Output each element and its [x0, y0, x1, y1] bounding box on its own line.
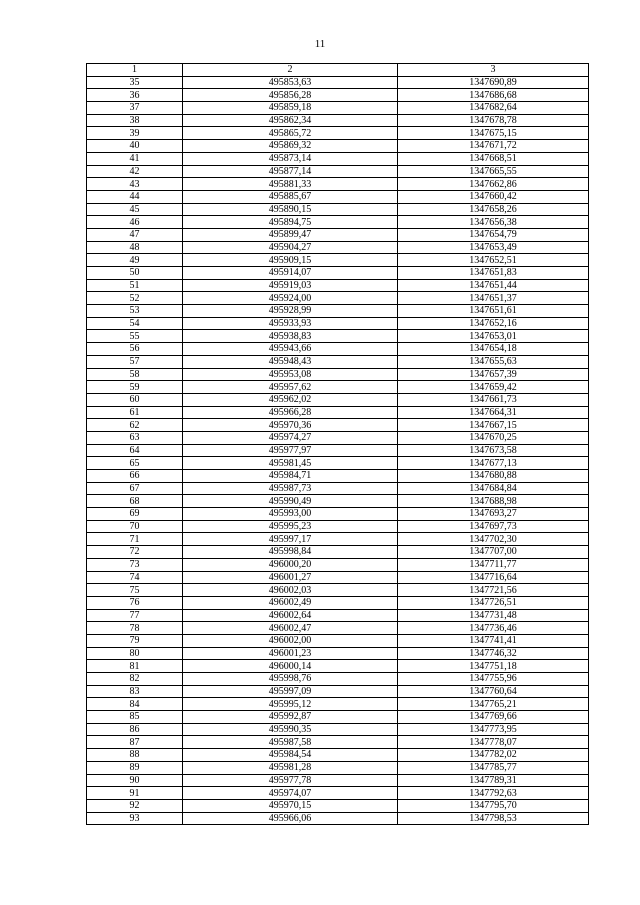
- table-row: [87, 254, 589, 267]
- x-coordinate-cell: 495992,87: [183, 711, 398, 724]
- point-number-cell: 87: [87, 736, 183, 749]
- x-coordinate-cell: 495862,34: [183, 114, 398, 127]
- y-coordinate-cell: 1347686,68: [398, 89, 589, 102]
- x-coordinate-cell: 495970,15: [183, 799, 398, 812]
- table-body: [87, 64, 589, 825]
- x-coordinate-cell: 495909,15: [183, 254, 398, 267]
- x-coordinate-cell: 496001,23: [183, 647, 398, 660]
- x-coordinate-cell: 495856,28: [183, 89, 398, 102]
- point-number-cell: 49: [87, 254, 183, 267]
- table-header-row: [87, 64, 589, 77]
- table-row: [87, 457, 589, 470]
- x-coordinate-cell: 495890,15: [183, 203, 398, 216]
- point-number-cell: 55: [87, 330, 183, 343]
- table-row: [87, 673, 589, 686]
- y-coordinate-cell: 1347736,46: [398, 622, 589, 635]
- table-row: [87, 76, 589, 89]
- y-coordinate-cell: 1347773,95: [398, 723, 589, 736]
- y-coordinate-cell: 1347755,96: [398, 673, 589, 686]
- x-coordinate-cell: 495993,00: [183, 508, 398, 521]
- point-number-cell: 50: [87, 267, 183, 280]
- table-row: [87, 749, 589, 762]
- column-header-3: 3: [398, 64, 589, 77]
- y-coordinate-cell: 1347671,72: [398, 140, 589, 153]
- table-row: [87, 660, 589, 673]
- x-coordinate-cell: 495977,78: [183, 774, 398, 787]
- x-coordinate-cell: 495997,09: [183, 685, 398, 698]
- point-number-cell: 44: [87, 190, 183, 203]
- y-coordinate-cell: 1347751,18: [398, 660, 589, 673]
- point-number-cell: 51: [87, 279, 183, 292]
- table-row: [87, 495, 589, 508]
- x-coordinate-cell: 495873,14: [183, 152, 398, 165]
- y-coordinate-cell: 1347792,63: [398, 787, 589, 800]
- y-coordinate-cell: 1347707,00: [398, 546, 589, 559]
- y-coordinate-cell: 1347675,15: [398, 127, 589, 140]
- point-number-cell: 82: [87, 673, 183, 686]
- x-coordinate-cell: 495914,07: [183, 267, 398, 280]
- table-row: [87, 140, 589, 153]
- x-coordinate-cell: 495998,84: [183, 546, 398, 559]
- point-number-cell: 45: [87, 203, 183, 216]
- table-row: [87, 165, 589, 178]
- table-row: [87, 330, 589, 343]
- table-row: [87, 241, 589, 254]
- point-number-cell: 37: [87, 102, 183, 115]
- table-row: [87, 203, 589, 216]
- y-coordinate-cell: 1347657,39: [398, 368, 589, 381]
- table-row: [87, 723, 589, 736]
- point-number-cell: 39: [87, 127, 183, 140]
- point-number-cell: 74: [87, 571, 183, 584]
- x-coordinate-cell: 496000,20: [183, 558, 398, 571]
- y-coordinate-cell: 1347656,38: [398, 216, 589, 229]
- y-coordinate-cell: 1347693,27: [398, 508, 589, 521]
- table-row: [87, 761, 589, 774]
- x-coordinate-cell: 495919,03: [183, 279, 398, 292]
- point-number-cell: 75: [87, 584, 183, 597]
- coordinates-table: [86, 63, 589, 825]
- table-row: [87, 647, 589, 660]
- y-coordinate-cell: 1347785,77: [398, 761, 589, 774]
- y-coordinate-cell: 1347652,16: [398, 317, 589, 330]
- y-coordinate-cell: 1347789,31: [398, 774, 589, 787]
- x-coordinate-cell: 495984,54: [183, 749, 398, 762]
- table-row: [87, 634, 589, 647]
- x-coordinate-cell: 495924,00: [183, 292, 398, 305]
- table-row: [87, 381, 589, 394]
- table-row: [87, 685, 589, 698]
- x-coordinate-cell: 496002,00: [183, 634, 398, 647]
- table-row: [87, 102, 589, 115]
- point-number-cell: 63: [87, 431, 183, 444]
- x-coordinate-cell: 495987,73: [183, 482, 398, 495]
- x-coordinate-cell: 495990,49: [183, 495, 398, 508]
- x-coordinate-cell: 495869,32: [183, 140, 398, 153]
- y-coordinate-cell: 1347654,79: [398, 228, 589, 241]
- point-number-cell: 80: [87, 647, 183, 660]
- table-row: [87, 482, 589, 495]
- table-row: [87, 736, 589, 749]
- point-number-cell: 68: [87, 495, 183, 508]
- x-coordinate-cell: 496002,64: [183, 609, 398, 622]
- x-coordinate-cell: 495928,99: [183, 305, 398, 318]
- point-number-cell: 65: [87, 457, 183, 470]
- y-coordinate-cell: 1347677,13: [398, 457, 589, 470]
- y-coordinate-cell: 1347711,77: [398, 558, 589, 571]
- y-coordinate-cell: 1347702,30: [398, 533, 589, 546]
- point-number-cell: 70: [87, 520, 183, 533]
- y-coordinate-cell: 1347665,55: [398, 165, 589, 178]
- table-row: [87, 368, 589, 381]
- table-row: [87, 799, 589, 812]
- table-row: [87, 279, 589, 292]
- x-coordinate-cell: 495894,75: [183, 216, 398, 229]
- table-row: [87, 711, 589, 724]
- x-coordinate-cell: 496002,03: [183, 584, 398, 597]
- point-number-cell: 35: [87, 76, 183, 89]
- y-coordinate-cell: 1347798,53: [398, 812, 589, 825]
- y-coordinate-cell: 1347653,01: [398, 330, 589, 343]
- table-row: [87, 89, 589, 102]
- point-number-cell: 92: [87, 799, 183, 812]
- x-coordinate-cell: 495987,58: [183, 736, 398, 749]
- x-coordinate-cell: 495881,33: [183, 178, 398, 191]
- y-coordinate-cell: 1347667,15: [398, 419, 589, 432]
- point-number-cell: 58: [87, 368, 183, 381]
- table-row: [87, 787, 589, 800]
- table-row: [87, 622, 589, 635]
- y-coordinate-cell: 1347670,25: [398, 431, 589, 444]
- point-number-cell: 83: [87, 685, 183, 698]
- point-number-cell: 43: [87, 178, 183, 191]
- table-row: [87, 267, 589, 280]
- y-coordinate-cell: 1347760,64: [398, 685, 589, 698]
- table-row: [87, 546, 589, 559]
- table-row: [87, 520, 589, 533]
- y-coordinate-cell: 1347682,64: [398, 102, 589, 115]
- point-number-cell: 84: [87, 698, 183, 711]
- point-number-cell: 67: [87, 482, 183, 495]
- point-number-cell: 38: [87, 114, 183, 127]
- y-coordinate-cell: 1347690,89: [398, 76, 589, 89]
- table-row: [87, 533, 589, 546]
- y-coordinate-cell: 1347668,51: [398, 152, 589, 165]
- x-coordinate-cell: 496002,49: [183, 596, 398, 609]
- x-coordinate-cell: 495957,62: [183, 381, 398, 394]
- y-coordinate-cell: 1347662,86: [398, 178, 589, 191]
- x-coordinate-cell: 495962,02: [183, 393, 398, 406]
- table-row: [87, 596, 589, 609]
- point-number-cell: 57: [87, 355, 183, 368]
- table-row: [87, 584, 589, 597]
- x-coordinate-cell: 495953,08: [183, 368, 398, 381]
- y-coordinate-cell: 1347678,78: [398, 114, 589, 127]
- point-number-cell: 79: [87, 634, 183, 647]
- x-coordinate-cell: 495977,97: [183, 444, 398, 457]
- x-coordinate-cell: 495885,67: [183, 190, 398, 203]
- point-number-cell: 54: [87, 317, 183, 330]
- column-header-1: 1: [87, 64, 183, 77]
- table-row: [87, 127, 589, 140]
- table-row: [87, 305, 589, 318]
- page-number: 11: [314, 38, 326, 50]
- y-coordinate-cell: 1347746,32: [398, 647, 589, 660]
- x-coordinate-cell: 495948,43: [183, 355, 398, 368]
- y-coordinate-cell: 1347661,73: [398, 393, 589, 406]
- y-coordinate-cell: 1347680,88: [398, 470, 589, 483]
- table-row: [87, 292, 589, 305]
- point-number-cell: 40: [87, 140, 183, 153]
- y-coordinate-cell: 1347716,64: [398, 571, 589, 584]
- x-coordinate-cell: 495984,71: [183, 470, 398, 483]
- point-number-cell: 46: [87, 216, 183, 229]
- point-number-cell: 48: [87, 241, 183, 254]
- y-coordinate-cell: 1347688,98: [398, 495, 589, 508]
- point-number-cell: 41: [87, 152, 183, 165]
- point-number-cell: 56: [87, 343, 183, 356]
- y-coordinate-cell: 1347664,31: [398, 406, 589, 419]
- x-coordinate-cell: 495997,17: [183, 533, 398, 546]
- x-coordinate-cell: 495933,93: [183, 317, 398, 330]
- y-coordinate-cell: 1347726,51: [398, 596, 589, 609]
- point-number-cell: 88: [87, 749, 183, 762]
- table-row: [87, 178, 589, 191]
- x-coordinate-cell: 495995,23: [183, 520, 398, 533]
- y-coordinate-cell: 1347651,83: [398, 267, 589, 280]
- point-number-cell: 53: [87, 305, 183, 318]
- table-row: [87, 343, 589, 356]
- y-coordinate-cell: 1347769,66: [398, 711, 589, 724]
- point-number-cell: 59: [87, 381, 183, 394]
- table-row: [87, 470, 589, 483]
- x-coordinate-cell: 495877,14: [183, 165, 398, 178]
- point-number-cell: 76: [87, 596, 183, 609]
- point-number-cell: 73: [87, 558, 183, 571]
- table-row: [87, 152, 589, 165]
- x-coordinate-cell: 496000,14: [183, 660, 398, 673]
- point-number-cell: 42: [87, 165, 183, 178]
- x-coordinate-cell: 495974,07: [183, 787, 398, 800]
- table-row: [87, 774, 589, 787]
- point-number-cell: 86: [87, 723, 183, 736]
- x-coordinate-cell: 496001,27: [183, 571, 398, 584]
- y-coordinate-cell: 1347721,56: [398, 584, 589, 597]
- table-row: [87, 393, 589, 406]
- table-row: [87, 114, 589, 127]
- y-coordinate-cell: 1347660,42: [398, 190, 589, 203]
- point-number-cell: 64: [87, 444, 183, 457]
- x-coordinate-cell: 495966,28: [183, 406, 398, 419]
- y-coordinate-cell: 1347673,58: [398, 444, 589, 457]
- x-coordinate-cell: 495966,06: [183, 812, 398, 825]
- x-coordinate-cell: 495995,12: [183, 698, 398, 711]
- point-number-cell: 85: [87, 711, 183, 724]
- x-coordinate-cell: 495981,28: [183, 761, 398, 774]
- y-coordinate-cell: 1347652,51: [398, 254, 589, 267]
- table-row: [87, 317, 589, 330]
- table-row: [87, 558, 589, 571]
- y-coordinate-cell: 1347651,44: [398, 279, 589, 292]
- x-coordinate-cell: 495859,18: [183, 102, 398, 115]
- x-coordinate-cell: 495899,47: [183, 228, 398, 241]
- x-coordinate-cell: 495981,45: [183, 457, 398, 470]
- y-coordinate-cell: 1347765,21: [398, 698, 589, 711]
- table-row: [87, 812, 589, 825]
- table-row: [87, 609, 589, 622]
- point-number-cell: 52: [87, 292, 183, 305]
- point-number-cell: 60: [87, 393, 183, 406]
- table-row: [87, 190, 589, 203]
- point-number-cell: 72: [87, 546, 183, 559]
- y-coordinate-cell: 1347795,70: [398, 799, 589, 812]
- table-row: [87, 508, 589, 521]
- y-coordinate-cell: 1347778,07: [398, 736, 589, 749]
- table-row: [87, 571, 589, 584]
- y-coordinate-cell: 1347731,48: [398, 609, 589, 622]
- y-coordinate-cell: 1347658,26: [398, 203, 589, 216]
- x-coordinate-cell: 495970,36: [183, 419, 398, 432]
- table-row: [87, 419, 589, 432]
- point-number-cell: 91: [87, 787, 183, 800]
- y-coordinate-cell: 1347697,73: [398, 520, 589, 533]
- table-row: [87, 406, 589, 419]
- y-coordinate-cell: 1347653,49: [398, 241, 589, 254]
- x-coordinate-cell: 495990,35: [183, 723, 398, 736]
- point-number-cell: 81: [87, 660, 183, 673]
- y-coordinate-cell: 1347655,63: [398, 355, 589, 368]
- x-coordinate-cell: 495865,72: [183, 127, 398, 140]
- table-row: [87, 698, 589, 711]
- point-number-cell: 61: [87, 406, 183, 419]
- point-number-cell: 62: [87, 419, 183, 432]
- x-coordinate-cell: 496002,47: [183, 622, 398, 635]
- y-coordinate-cell: 1347651,61: [398, 305, 589, 318]
- x-coordinate-cell: 495974,27: [183, 431, 398, 444]
- table-row: [87, 228, 589, 241]
- point-number-cell: 89: [87, 761, 183, 774]
- point-number-cell: 69: [87, 508, 183, 521]
- table-row: [87, 444, 589, 457]
- point-number-cell: 78: [87, 622, 183, 635]
- x-coordinate-cell: 495998,76: [183, 673, 398, 686]
- point-number-cell: 90: [87, 774, 183, 787]
- point-number-cell: 77: [87, 609, 183, 622]
- y-coordinate-cell: 1347659,42: [398, 381, 589, 394]
- point-number-cell: 93: [87, 812, 183, 825]
- y-coordinate-cell: 1347684,84: [398, 482, 589, 495]
- point-number-cell: 71: [87, 533, 183, 546]
- y-coordinate-cell: 1347651,37: [398, 292, 589, 305]
- x-coordinate-cell: 495904,27: [183, 241, 398, 254]
- column-header-2: 2: [183, 64, 398, 77]
- x-coordinate-cell: 495938,83: [183, 330, 398, 343]
- y-coordinate-cell: 1347654,18: [398, 343, 589, 356]
- x-coordinate-cell: 495853,63: [183, 76, 398, 89]
- x-coordinate-cell: 495943,66: [183, 343, 398, 356]
- table-row: [87, 216, 589, 229]
- table-row: [87, 431, 589, 444]
- y-coordinate-cell: 1347782,02: [398, 749, 589, 762]
- point-number-cell: 66: [87, 470, 183, 483]
- point-number-cell: 36: [87, 89, 183, 102]
- y-coordinate-cell: 1347741,41: [398, 634, 589, 647]
- table-row: [87, 355, 589, 368]
- point-number-cell: 47: [87, 228, 183, 241]
